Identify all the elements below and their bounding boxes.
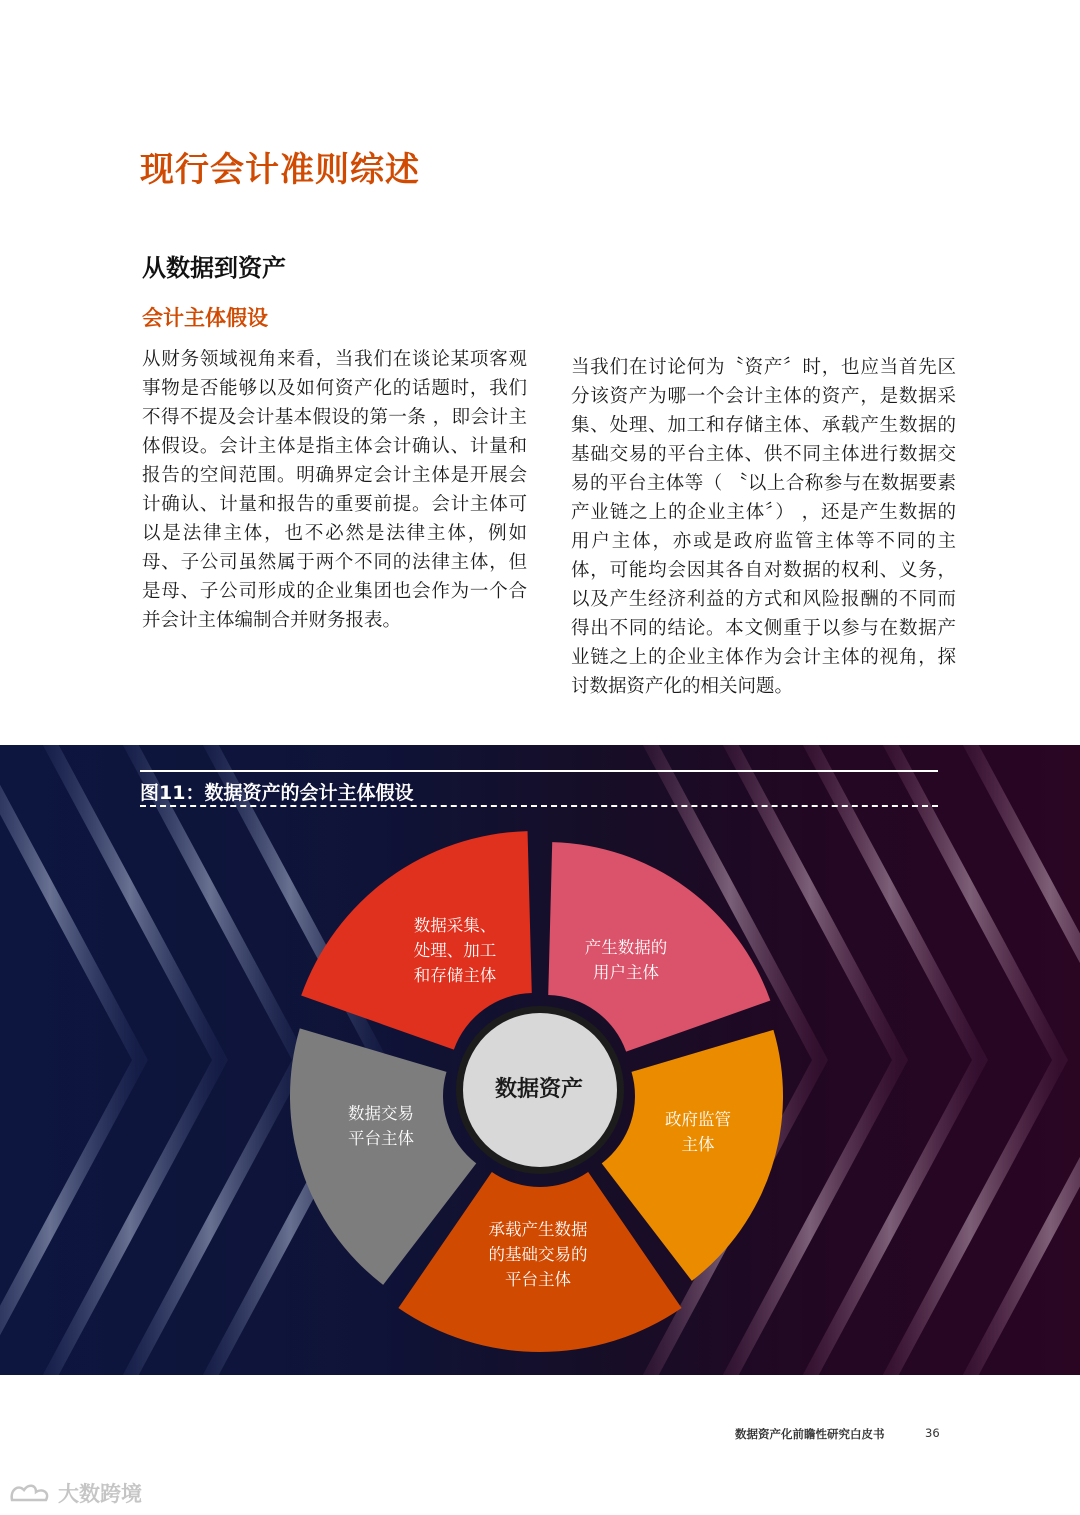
subsubheading: 会计主体假设 [142, 306, 268, 330]
figure-band [0, 745, 1080, 1375]
section-title: 现行会计准则综述 [140, 150, 420, 190]
watermark-logo-icon [8, 1480, 54, 1506]
wheel-center-label: 数据资产 [494, 1077, 583, 1102]
segment-label-government: 政府监管 主体 [665, 1110, 731, 1154]
segment-label-transaction-platform: 承载产生数据 的基础交易的 平台主体 [488, 1220, 588, 1289]
watermark-text: 大数跨境 [58, 1482, 142, 1506]
segment-label-trading-platform: 数据交易 平台主体 [348, 1104, 414, 1148]
subheading: 从数据到资产 [142, 254, 286, 282]
right-paragraph: 当我们在讨论何为〝资产〞时，也应当首先区分该资产为哪一个会计主体的资产，是数据采集、处理、加工和存储主体、承载产生数据的基础交易的平台主体、供不同主体进行数据交易的平台主体等（ 〝以上合称参与在数据要素产业链之上的企业主体〞） ，还是产生数据的用户主体，亦或是政府监管主体等不同的主体，可能均会因其各自对数据的权利、义务，以及产生经济利益的方式和风险报酬的不同而得出不同的结论。本文侧重于以参与在数据产业链之上的企业主体作为会计主体的视角，探讨数据资产化的相关问题。 [571, 357, 956, 697]
page-number: 36 [925, 1426, 940, 1440]
segment-label-data-processing: 数据采集、 处理、加工 和存储主体 [413, 916, 497, 985]
watermark [8, 1478, 142, 1508]
footer-title: 数据资产化前瞻性研究白皮书 [735, 1427, 885, 1441]
segment-label-user: 产生数据的 用户主体 [584, 938, 668, 982]
figure-caption: 图11：数据资产的会计主体假设 [140, 782, 414, 804]
left-paragraph: 从财务领域视角来看，当我们在谈论某项客观事物是否能够以及如何资产化的话题时，我们不得不提及会计基本假设的第一条 ，即会计主体假设。会计主体是指主体会计确认、计量和报告的空间范围。明确界定会计主体是开展会计确认、计量和报告的重要前提。会计主体可以是法律主体，也不必然是法律主体，例如母、子公司虽然属于两个不同的法律主体，但是母、子公司形成的企业集团也会作为一个合并会计主体编制合并财务报表。 [142, 349, 527, 631]
